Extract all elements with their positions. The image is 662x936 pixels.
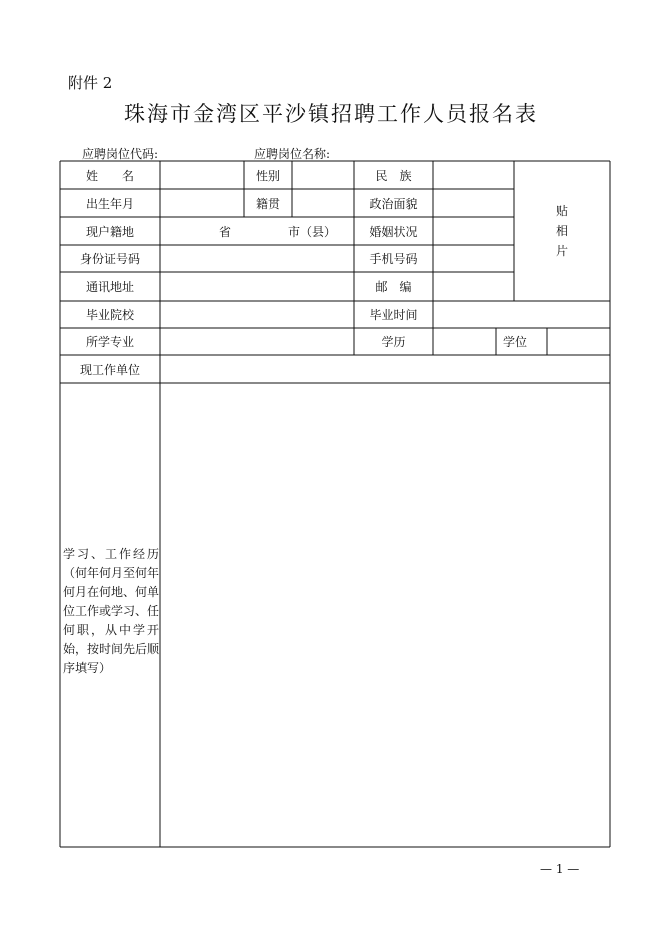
form-title: 珠海市金湾区平沙镇招聘工作人员报名表: [124, 102, 538, 126]
grad-time-input[interactable]: [433, 301, 610, 328]
postcode-label: 邮 编: [375, 280, 412, 294]
education-label: 学历: [381, 335, 406, 349]
phone-input[interactable]: [433, 245, 514, 272]
position-code-label: 应聘岗位代码:: [82, 147, 159, 161]
employer-label: 现工作单位: [79, 362, 140, 377]
native-place-label: 籍贯: [255, 196, 280, 211]
city-county-label: 市（县）: [287, 224, 336, 239]
gender-label: 性别: [255, 168, 280, 183]
marital-status-input[interactable]: [433, 217, 514, 245]
major-label: 所学专业: [85, 335, 134, 349]
position-name-label: 应聘岗位名称:: [254, 147, 331, 161]
id-number-input[interactable]: [160, 245, 354, 272]
marital-status-label: 婚姻状况: [369, 224, 418, 239]
photo-char: 相: [555, 224, 568, 238]
address-label: 通讯地址: [85, 280, 134, 294]
postcode-input[interactable]: [433, 272, 514, 301]
degree-input[interactable]: [547, 328, 610, 355]
ethnicity-label: 民 族: [375, 168, 412, 183]
photo-placeholder: [514, 161, 610, 301]
page-number: — 1 —: [540, 862, 580, 876]
birth-input[interactable]: [160, 189, 244, 217]
history-input[interactable]: [160, 383, 610, 847]
id-number-label: 身份证号码: [79, 252, 140, 266]
household-label: 现户籍地: [85, 224, 134, 239]
province-label: 省: [218, 224, 231, 239]
photo-char: 贴: [555, 204, 568, 218]
native-place-input[interactable]: [292, 189, 354, 217]
degree-label: 学位: [502, 335, 527, 349]
education-input[interactable]: [433, 328, 496, 355]
birth-label: 出生年月: [85, 196, 134, 211]
employer-input[interactable]: [160, 355, 610, 383]
major-input[interactable]: [160, 328, 354, 355]
name-input[interactable]: [160, 161, 244, 189]
phone-label: 手机号码: [369, 252, 418, 266]
gender-input[interactable]: [292, 161, 354, 189]
attachment-label: 附件 2: [68, 74, 113, 92]
school-input[interactable]: [160, 301, 354, 328]
grad-time-label: 毕业时间: [369, 308, 418, 322]
history-label: 学习、工作经历（何年何月至何年何月在何地、何单位工作或学习、任何职，从中学开始，按时间先后顺序填写）: [63, 547, 160, 675]
school-label: 毕业院校: [85, 308, 134, 322]
name-label: 姓 名: [85, 168, 134, 183]
ethnicity-input[interactable]: [433, 161, 514, 189]
political-status-input[interactable]: [433, 189, 514, 217]
address-input[interactable]: [160, 272, 354, 301]
political-status-label: 政治面貌: [369, 196, 418, 211]
photo-char: 片: [555, 244, 568, 258]
